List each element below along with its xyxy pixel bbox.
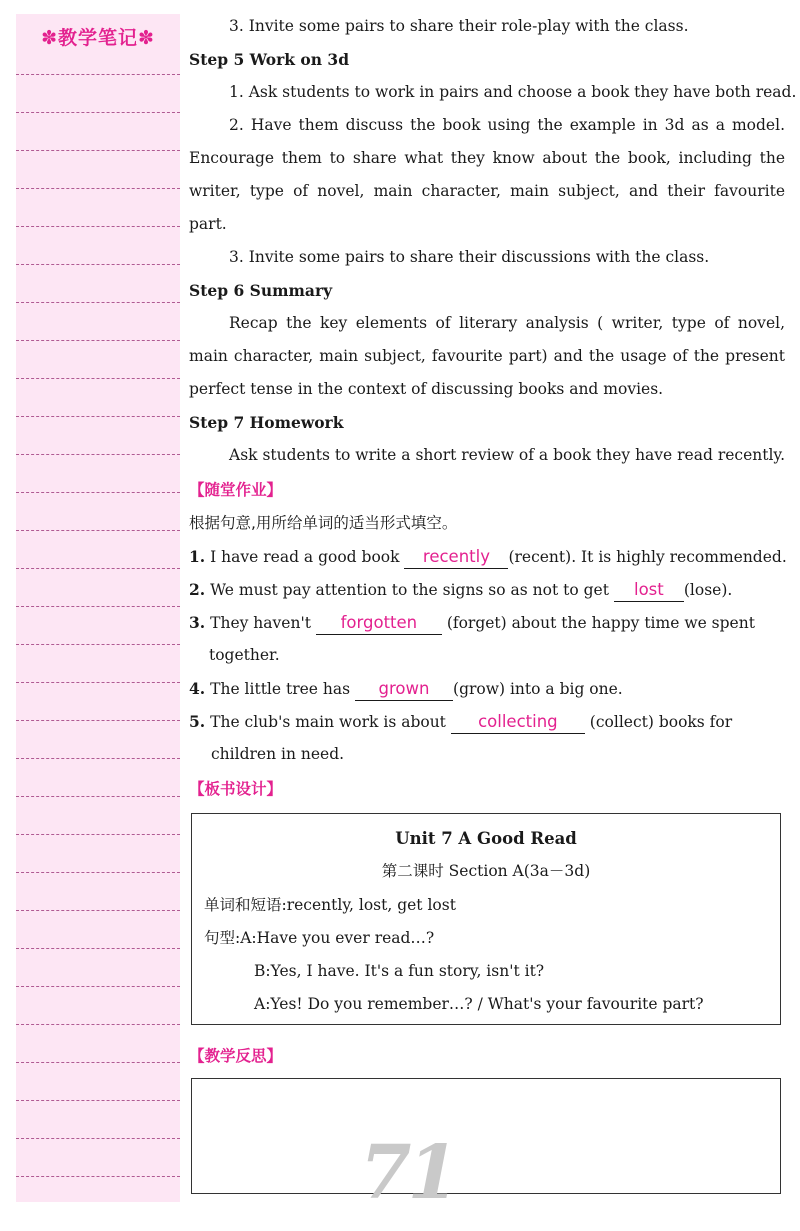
note-line [16,530,180,531]
note-line [16,1024,180,1025]
note-line [16,492,180,493]
question-5-cont: children in need. [211,745,345,763]
board-title: Unit 7 A Good Read [395,829,577,848]
note-line [16,796,180,797]
step6-text-cont: perfect tense in the context of discussing books and movies. [189,380,664,398]
reflection-box [191,1078,781,1194]
step5-item-2: 2. Have them discuss the book using the example in 3d as a model. [229,116,785,134]
step5-title: Step 5 Work on 3d [189,50,350,69]
note-line [16,226,180,227]
note-line [16,1176,180,1177]
note-line [16,74,180,75]
note-line [16,872,180,873]
note-line [16,264,180,265]
notes-ruled-lines [16,14,180,1202]
question-text: (forget) about the happy time we spent [446,614,755,632]
page-number: 71 [360,1130,455,1216]
step5-item-1: 1. Ask students to work in pairs and choose a book they have both read. [229,83,797,101]
answer-text: recently [422,547,490,566]
answer-text: collecting [478,712,558,731]
note-line [16,302,180,303]
note-line [16,948,180,949]
note-line [16,644,180,645]
step4-item-3: 3. Invite some pairs to share their role-play with the class. [229,17,689,35]
answer-blank [451,711,585,734]
step7-title: Step 7 Homework [189,413,344,432]
answer-blank [355,678,453,701]
note-line [16,758,180,759]
question-number: 1. [189,547,206,566]
step7-text: Ask students to write a short review of a book they have read recently. [229,446,786,464]
question-text: (collect) books for [589,713,733,731]
step5-item-2-cont: Encourage them to share what they know about the book, including the [189,149,785,167]
question-3 [189,606,785,639]
question-number: 3. [189,613,206,632]
note-line [16,378,180,379]
question-text: I have read a good book [210,548,400,566]
question-number: 4. [189,679,206,698]
note-line [16,454,180,455]
note-line [16,568,180,569]
question-text: They haven't [210,614,311,632]
question-text: (lose). [683,581,733,599]
board-design-box [191,813,781,1025]
step5-item-3: 3. Invite some pairs to share their discussions with the class. [229,248,710,266]
question-text: The little tree has [210,680,351,698]
answer-blank [316,612,442,635]
note-line [16,1138,180,1139]
step6-text: Recap the key elements of literary analysis ( writer, type of novel, [229,314,785,332]
board-subtitle: 第二课时 Section A(3a－3d) [381,862,591,880]
question-text: The club's main work is about [210,713,446,731]
question-3-cont: together. [209,646,280,664]
question-2 [189,573,785,606]
question-text: (grow) into a big one. [453,680,623,698]
question-number: 5. [189,712,206,731]
homework-instruction: 根据句意,用所给单词的适当形式填空。 [189,514,458,532]
step5-item-2-cont: part. [189,215,227,233]
homework-heading: 【随堂作业】 [189,481,283,499]
note-line [16,682,180,683]
note-line [16,1062,180,1063]
note-line [16,112,180,113]
answer-text: forgotten [340,613,418,632]
note-line [16,910,180,911]
note-line [16,340,180,341]
notes-title: ✽教学笔记✽ [41,26,155,49]
board-sentence: 句型:A:Have you ever read…? [204,929,435,947]
question-text: We must pay attention to the signs so as not to get [210,581,609,599]
question-text: (recent). It is highly recommended. [508,548,787,566]
step5-item-2-cont: writer, type of novel, main character, main subject, and their favourite [189,182,785,200]
answer-blank [614,579,684,602]
note-line [16,986,180,987]
note-line [16,150,180,151]
note-line [16,1100,180,1101]
question-1 [189,540,785,573]
answer-text: lost [634,580,664,599]
question-number: 2. [189,580,206,599]
reflection-heading: 【教学反思】 [189,1047,283,1065]
step6-title: Step 6 Summary [189,281,333,300]
note-line [16,416,180,417]
note-line [16,188,180,189]
answer-text: grown [378,679,430,698]
question-5 [189,705,785,738]
board-sentence: A:Yes! Do you remember…? / What's your favourite part? [254,995,704,1013]
note-line [16,606,180,607]
notes-column [16,14,180,1202]
board-sentence: B:Yes, I have. It's a fun story, isn't it? [254,962,545,980]
board-heading: 【板书设计】 [189,780,283,798]
step6-text-cont: main character, main subject, favourite part) and the usage of the present [189,347,785,365]
board-words: 单词和短语:recently, lost, get lost [204,896,456,914]
note-line [16,720,180,721]
question-4 [189,672,785,705]
note-line [16,834,180,835]
answer-blank [404,546,508,569]
